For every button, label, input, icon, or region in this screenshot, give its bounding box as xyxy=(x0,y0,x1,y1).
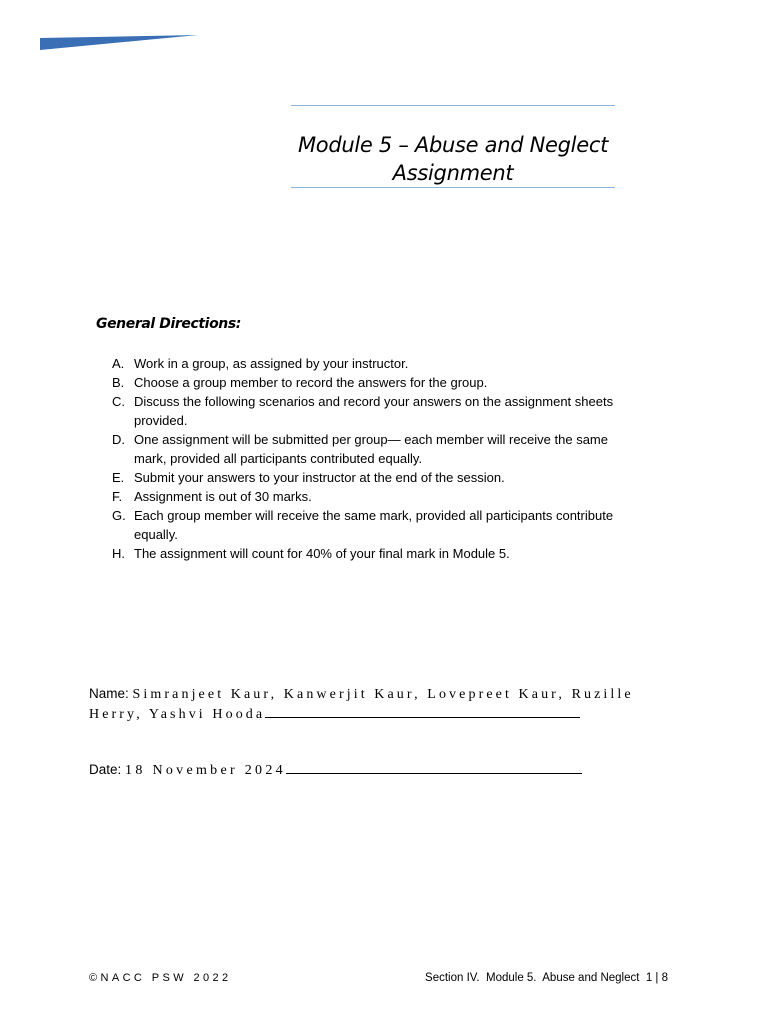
directions-list xyxy=(104,354,624,563)
directions-item xyxy=(104,430,624,468)
directions-item-letter: D. xyxy=(112,432,125,447)
directions-item-text: Assignment is out of 30 marks. xyxy=(134,489,312,504)
directions-item-text: One assignment will be submitted per group— each member will receive the same mark, provided all participants contributed equally. xyxy=(134,432,608,466)
name-value: Simranjeet Kaur, Kanwerjit Kaur, Lovepreet Kaur, Ruzille Herry, Yashvi Hooda xyxy=(89,687,634,722)
title-line-1: Module 5 – Abuse and Neglect xyxy=(297,133,609,158)
title-line-2: Assignment xyxy=(392,161,514,186)
directions-item-letter: G. xyxy=(112,508,126,523)
date-value: 18 November 2024 xyxy=(125,763,286,778)
directions-item xyxy=(104,373,624,392)
date-field-row xyxy=(89,760,582,780)
name-field-row xyxy=(89,684,669,724)
title-bottom-rule xyxy=(291,187,615,188)
directions-item xyxy=(104,468,624,487)
directions-item-text: Work in a group, as assigned by your instructor. xyxy=(134,356,409,371)
directions-item xyxy=(104,544,624,563)
directions-item-text: Submit your answers to your instructor at the end of the session. xyxy=(134,470,505,485)
directions-item-letter: C. xyxy=(112,394,125,409)
title-top-rule xyxy=(291,105,615,106)
directions-item-letter: F. xyxy=(112,489,123,504)
directions-item-letter: B. xyxy=(112,375,125,390)
directions-item xyxy=(104,506,624,544)
document-title xyxy=(291,131,615,187)
directions-item-text: The assignment will count for 40% of your final mark in Module 5. xyxy=(134,546,510,561)
directions-item xyxy=(104,392,624,430)
directions-item-letter: E. xyxy=(112,470,125,485)
directions-item xyxy=(104,354,624,373)
directions-item-text: Discuss the following scenarios and record your answers on the assignment sheets provided. xyxy=(134,394,614,428)
directions-item-letter: A. xyxy=(112,356,125,371)
directions-item-text: Choose a group member to record the answers for the group. xyxy=(134,375,488,390)
directions-item-text: Each group member will receive the same mark, provided all participants contribute equally. xyxy=(134,508,614,542)
directions-item-letter: H. xyxy=(112,546,125,561)
footer-page-info: Section IV. Module 5. Abuse and Neglect 1 | 8 xyxy=(425,972,668,984)
directions-heading: General Directions: xyxy=(96,316,241,332)
name-label: Name: xyxy=(89,686,129,701)
banner-wedge-graphic xyxy=(40,35,198,50)
name-underline xyxy=(265,705,580,718)
footer-copyright: ©NACC PSW 2022 xyxy=(89,972,232,984)
directions-item xyxy=(104,487,624,506)
date-underline xyxy=(286,761,582,774)
header-banner-shape xyxy=(40,35,198,50)
date-label: Date: xyxy=(89,762,122,777)
